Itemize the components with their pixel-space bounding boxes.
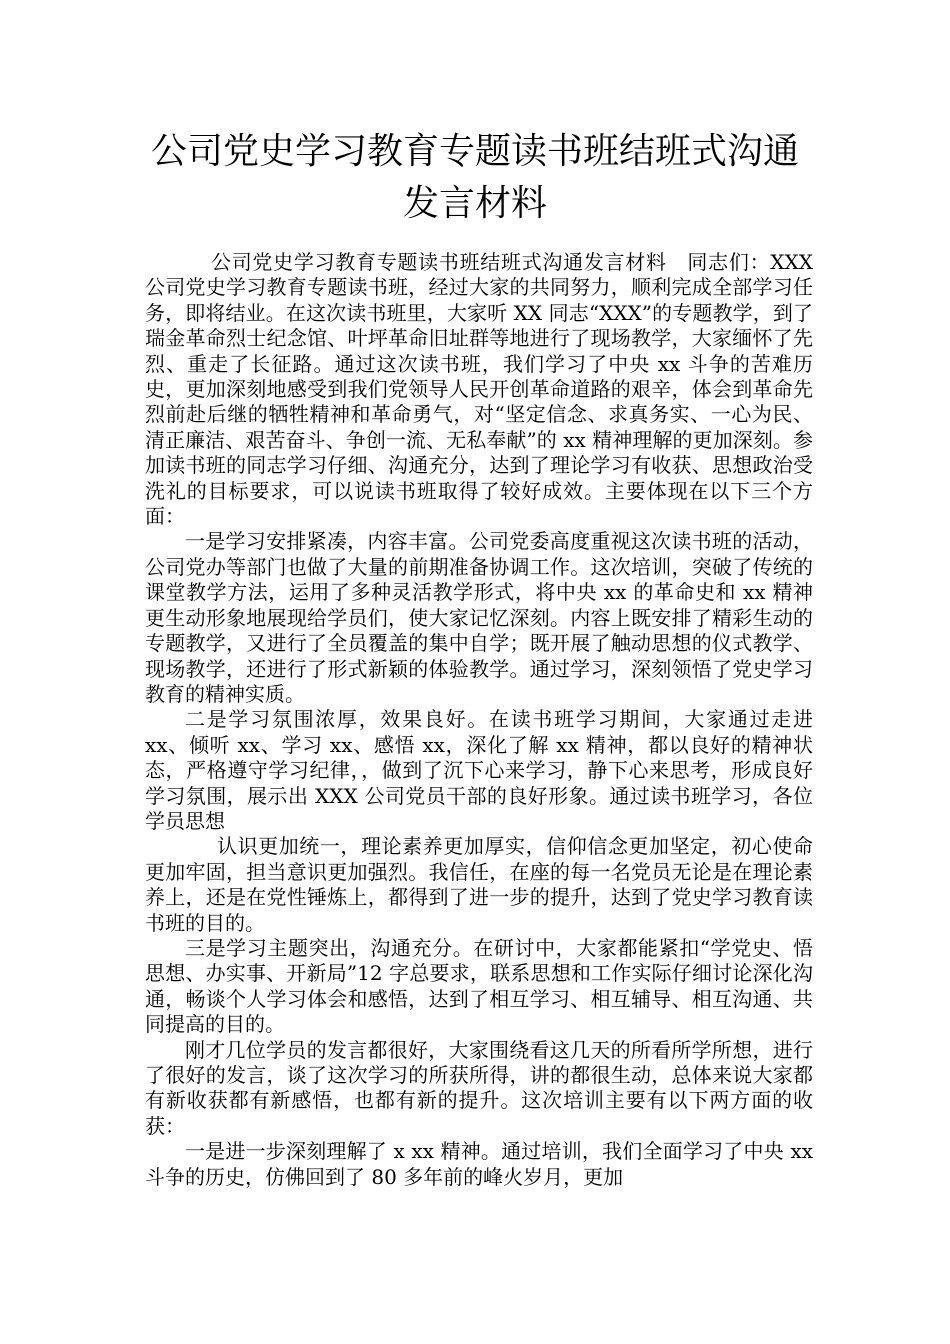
document-body xyxy=(145,250,813,1190)
paragraph-point-one: 一是学习安排紧凑，内容丰富。公司党委高度重视这次读书班的活动，公司党办等部门也做了大量的前期准备协调工作。这次培训，突破了传统的课堂教学方法，运用了多种灵活教学形式，将中央 xx 的革命史和 xx 精神更生动形象地展现给学员们，使大家记忆深刻。内容上既安排了精彩生动的专题教学，又进行了全员覆盖的集中自学；既开展了触动思想的仪式教学、现场教学，还进行了形式新颖的体验教学。通过学习，深刻领悟了党史学习教育的精神实质。 xyxy=(145,529,813,706)
document-title-line-2: 发言材料 xyxy=(402,183,547,224)
paragraph-gain-one: 一是进一步深刻理解了 x xx 精神。通过培训，我们全面学习了中央 xx 斗争的历史，仿佛回到了 80 多年前的峰火岁月，更加 xyxy=(145,1139,813,1189)
paragraph-point-three: 三是学习主题突出，沟通充分。在研讨中，大家都能紧扣“学党史、悟思想、办实事、开新局”12 字总要求，联系思想和工作实际仔细讨论深化沟通，畅谈个人学习体会和感悟，达到了相互学习、相互辅导、相互沟通、共同提高的目的。 xyxy=(145,935,813,1037)
document-title-line-1: 公司党史学习教育专题读书班结班式沟通 xyxy=(150,131,799,172)
paragraph-point-two: 二是学习氛围浓厚，效果良好。在读书班学习期间，大家通过走进 xx、倾听 xx、学习 xx、感悟 xx，深化了解 xx 精神，都以良好的精神状态，严格遵守学习纪律，，做到了沉下心来学习，静下心来思考，形成良好学习氛围，展示出 XXX 公司党员干部的良好形象。通过读书班学习，各位学员思想 xyxy=(145,707,813,833)
paragraph-point-two-continued: 认识更加统一，理论素养更加厚实，信仰信念更加坚定，初心使命更加牢固，担当意识更加强烈。我信任，在座的每一名党员无论是在理论素养上，还是在党性锤炼上，都得到了进一步的提升，达到了党史学习教育读书班的目的。 xyxy=(145,834,813,935)
paragraph-intro: 公司党史学习教育专题读书班结班式沟通发言材料 同志们：XXX 公司党史学习教育专题读书班，经过大家的共同努力，顺利完成全部学习任务，即将结业。在这次读书班里，大家听 XX 同志“XXX”的专题教学，到了瑞金革命烈士纪念馆、叶坪革命旧址群等地进行了现场教学，大家缅怀了先烈、重走了长征路。通过这次读书班，我们学习了中央 xx 斗争的苦难历史，更加深刻地感受到我们党领导人民开创革命道路的艰辛，体会到革命先烈前赴后继的牺牲精神和革命勇气，对“坚定信念、求真务实、一心为民、清正廉洁、艰苦奋斗、争创一流、无私奉献”的 xx 精神理解的更加深刻。参加读书班的同志学习仔细、沟通充分，达到了理论学习有收获、思想政治受洗礼的目标要求，可以说读书班取得了较好成效。主要体现在以下三个方面： xyxy=(145,250,813,529)
paragraph-summary: 刚才几位学员的发言都很好，大家围绕看这几天的所看所学所想，进行了很好的发言，谈了这次学习的所获所得，讲的都很生动，总体来说大家都有新收获都有新感悟，也都有新的提升。这次培训主要有以下两方面的收获： xyxy=(145,1037,813,1138)
